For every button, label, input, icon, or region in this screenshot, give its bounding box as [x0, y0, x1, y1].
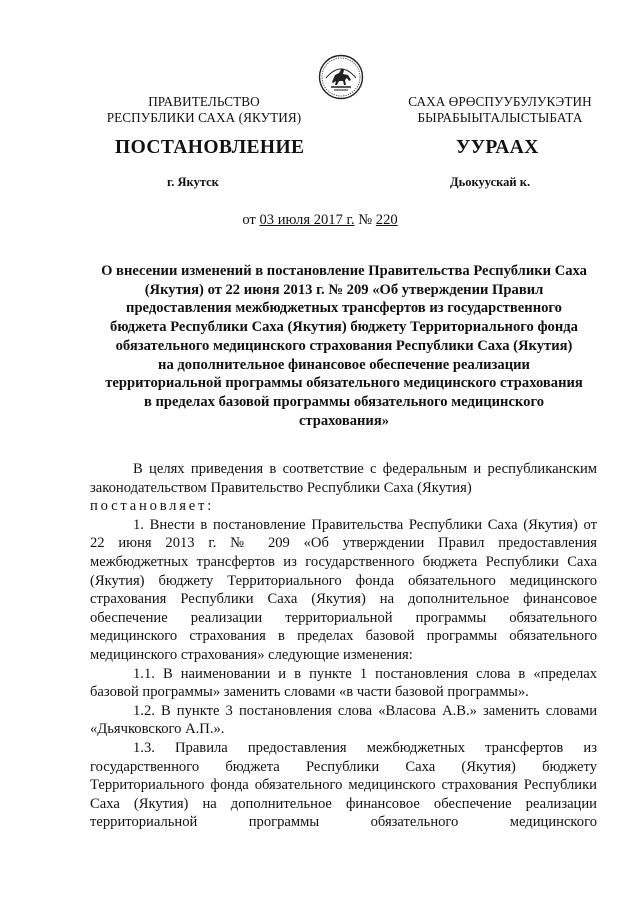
number-sign: №: [358, 212, 373, 228]
yakutia-coat-of-arms-icon: [318, 54, 364, 100]
title-line: территориальной программы обязательного медицинского страхования: [105, 375, 583, 392]
government-name-line: САХА ӨРӨСПУУБУЛУКЭТИН: [408, 94, 592, 109]
title-line: страхования»: [298, 412, 390, 429]
title-line: О внесении изменений в постановление Правительства Республики Саха: [101, 263, 587, 279]
city-sakha: Дьокуускай к.: [450, 175, 531, 189]
title-line: бюджета Республики Саха (Якутия) бюджету Территориального фонда: [110, 319, 578, 336]
item-1: 1. Внести в постановление Правительства Республики Саха (Якутия) от 22 июня 2013 г. № 209 «Об утверждении Правил предоставления межбюджетных трансфертов из государственного бюджета Республики Саха (Якутия) бюджету Территориального фонда обязательного медицинского страхования Республики Саха (Якутия) на дополнительное финансовое обеспечение реализации территориальной программы обязательного медицинского страхования в пределах базовой программы обязательного медицинского страхования» следующие изменения:: [90, 516, 597, 663]
city-russian: г. Якутск: [167, 175, 219, 189]
title-line: на дополнительное финансовое обеспечение реализации: [158, 356, 530, 373]
government-name-sakha: [380, 94, 620, 126]
doc-type-russian: ПОСТАНОВЛЕНИЕ: [115, 137, 305, 158]
intro-paragraph: В целях приведения в соответствие с федеральным и республиканским законодательством Правительство Республики Саха (Якутия): [90, 461, 597, 496]
item-1-1: 1.1. В наименовании и в пункте 1 постановления слова в «пределах базовой программы» заменить словами «в части базовой программы».: [90, 665, 597, 701]
decree-date: 03 июля 2017 г.: [259, 212, 355, 228]
decree-title: [84, 262, 604, 430]
decree-word: постановляет:: [90, 498, 215, 515]
government-name-line: БЫРАБЫЫТАЛЫСТЫБАТА: [417, 110, 583, 125]
decree-number: 220: [375, 212, 398, 228]
government-name-line: РЕСПУБЛИКИ САХА (ЯКУТИЯ): [106, 110, 302, 125]
title-line: обязательного медицинского страхования Республики Саха (Якутия): [115, 337, 573, 354]
decree-date-number: [0, 212, 640, 229]
item-1-3: 1.3. Правила предоставления межбюджетных трансфертов из государственного бюджета Республики Саха (Якутия) бюджету Территориального фонда обязательного медицинского страхования Республики Саха (Якутия) на дополнительное финансовое обеспечение реализации территориальной программы обязательного медицинского: [90, 739, 597, 831]
title-line: предоставления межбюджетных трансфертов из государственного: [126, 300, 562, 317]
date-prefix: от: [242, 212, 256, 228]
item-1-2: 1.2. В пункте 3 постановления слова «Власова А.В.» заменить словами «Дьячковского А.П.».: [90, 702, 597, 738]
government-name-line: ПРАВИТЕЛЬСТВО: [148, 94, 260, 109]
decree-body: [90, 460, 597, 832]
government-name-russian: [88, 94, 320, 126]
title-line: в пределах базовой программы обязательного медицинского: [143, 393, 545, 410]
doc-type-sakha: УУРААХ: [456, 137, 539, 158]
title-line: (Якутия) от 22 июня 2013 г. № 209 «Об утверждении Правил: [144, 281, 544, 298]
